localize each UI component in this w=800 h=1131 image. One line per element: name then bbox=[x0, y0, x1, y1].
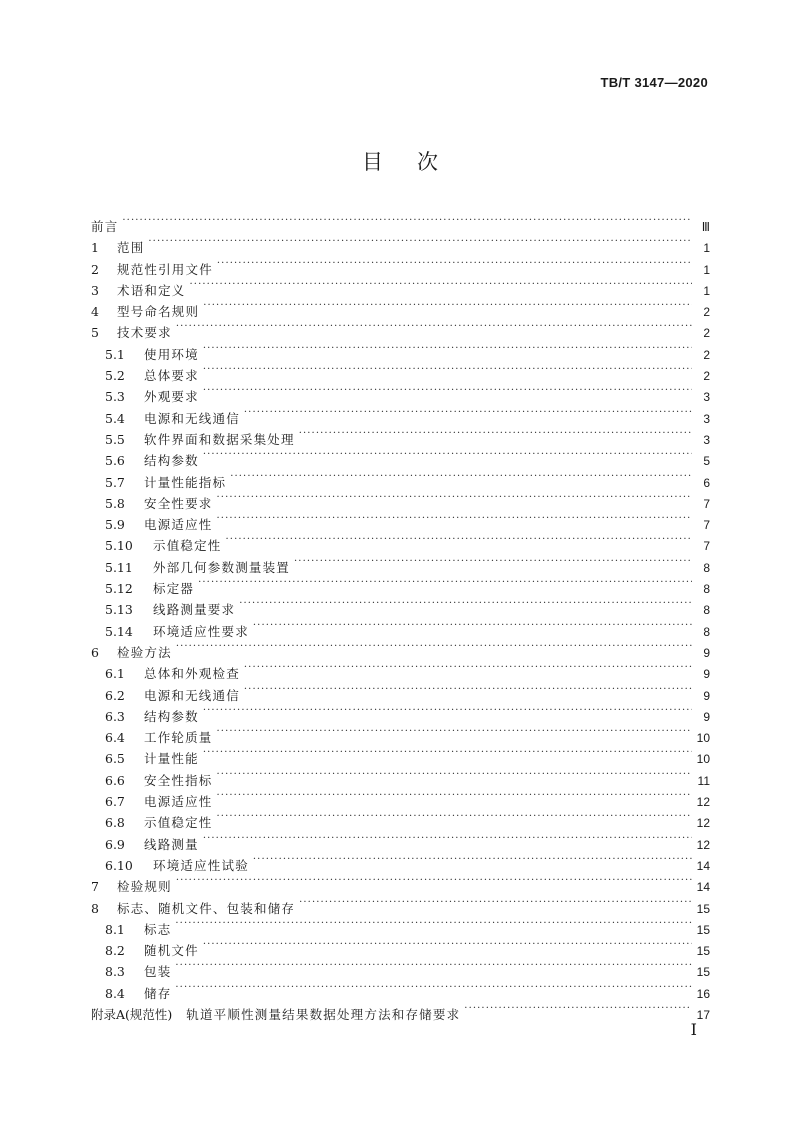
toc-entry-page: 12 bbox=[696, 837, 710, 852]
toc-entry-number: 5.6 bbox=[105, 453, 125, 469]
toc-entry-label: 结构参数 bbox=[144, 708, 199, 724]
toc-entry-label: 安全性要求 bbox=[144, 495, 213, 511]
toc-entry-number: 8.3 bbox=[105, 964, 125, 980]
toc-entry-page: 7 bbox=[703, 496, 710, 511]
toc-dot-leader bbox=[203, 700, 692, 721]
toc-entry-page: 14 bbox=[696, 858, 710, 873]
toc-dot-leader bbox=[299, 892, 692, 913]
toc-entry-page: 1 bbox=[703, 283, 710, 298]
toc-dot-leader bbox=[217, 508, 692, 529]
toc-entry-page: 15 bbox=[696, 944, 710, 959]
toc-entry-page: 15 bbox=[696, 965, 710, 980]
toc-entry-label: 储存 bbox=[144, 985, 172, 1001]
toc-entry[interactable] bbox=[91, 210, 710, 234]
toc-entry-number: 5.2 bbox=[105, 368, 125, 384]
toc-entry-label: 外观要求 bbox=[144, 389, 199, 405]
toc-dot-leader bbox=[176, 316, 692, 337]
toc-entry-label: 使用环境 bbox=[144, 346, 199, 362]
toc-entry-label: 环境适应性要求 bbox=[153, 623, 249, 639]
toc-entry-label: 技术要求 bbox=[117, 325, 172, 341]
toc-entry-page: 7 bbox=[703, 539, 710, 554]
toc-entry[interactable] bbox=[91, 657, 710, 682]
toc-dot-leader bbox=[244, 657, 692, 678]
toc-entry-label: 检验规则 bbox=[117, 879, 172, 895]
toc-dot-leader bbox=[176, 636, 692, 657]
toc-dot-leader bbox=[253, 849, 692, 870]
toc-entry-label: 示值稳定性 bbox=[153, 538, 222, 554]
toc-entry-label: 软件界面和数据采集处理 bbox=[144, 431, 295, 447]
toc-entry-number: 6.9 bbox=[105, 836, 125, 852]
toc-entry-page: 11 bbox=[697, 773, 710, 788]
toc-dot-leader bbox=[217, 806, 692, 827]
toc-dot-leader bbox=[253, 615, 692, 636]
toc-dot-leader bbox=[148, 231, 692, 252]
toc-entry-label: 标定器 bbox=[153, 581, 195, 597]
toc-entry-label: 包装 bbox=[144, 964, 172, 980]
toc-dot-leader bbox=[190, 274, 692, 295]
toc-dot-leader bbox=[175, 955, 692, 976]
toc-dot-leader bbox=[230, 466, 692, 487]
toc-entry-label: 线路测量 bbox=[144, 836, 199, 852]
toc-dot-leader bbox=[203, 742, 692, 763]
toc-entry-page: 6 bbox=[703, 475, 710, 490]
toc-entry-number: 6.6 bbox=[105, 772, 125, 788]
toc-entry[interactable] bbox=[91, 316, 710, 341]
toc-entry-page: 14 bbox=[696, 880, 710, 895]
toc-dot-leader bbox=[217, 785, 692, 806]
toc-entry-number: 5.14 bbox=[105, 623, 133, 639]
toc-entry-page: 10 bbox=[696, 731, 710, 746]
toc-entry-label: 安全性指标 bbox=[144, 772, 213, 788]
toc-dot-leader bbox=[203, 934, 692, 955]
toc-entry[interactable] bbox=[91, 998, 710, 1022]
toc-entry-label: 计量性能指标 bbox=[144, 474, 227, 490]
toc-entry-page: 2 bbox=[703, 326, 710, 341]
toc-entry-number: 5.12 bbox=[105, 581, 133, 597]
toc-entry-number: 6.2 bbox=[105, 687, 125, 703]
toc-dot-leader bbox=[203, 338, 692, 359]
page-title: 目次 bbox=[362, 150, 472, 174]
toc-dot-leader bbox=[464, 998, 692, 1019]
toc-entry[interactable] bbox=[91, 977, 710, 1001]
toc-dot-leader bbox=[203, 295, 692, 316]
toc-dot-leader bbox=[203, 828, 692, 849]
toc-entry-label: 电源和无线通信 bbox=[144, 410, 240, 426]
toc-entry-label: 轨道平顺性测量结果数据处理方法和存储要求 bbox=[186, 1006, 461, 1022]
toc-entry-page: 2 bbox=[703, 369, 710, 384]
toc-entry-number: 8 bbox=[91, 900, 99, 916]
toc-entry-page: 12 bbox=[696, 795, 710, 810]
toc-dot-leader bbox=[239, 593, 692, 614]
toc-entry-number: 6 bbox=[91, 644, 99, 660]
toc-entry-number: 8.1 bbox=[105, 921, 125, 937]
toc-entry[interactable] bbox=[91, 231, 710, 256]
toc-entry-number: 5.7 bbox=[105, 474, 125, 490]
toc-entry-number: 6.10 bbox=[105, 857, 133, 873]
toc-dot-leader bbox=[294, 551, 692, 572]
toc-entry-label: 线路测量要求 bbox=[153, 602, 236, 618]
toc-dot-leader bbox=[203, 444, 692, 465]
toc-entry-number: 7 bbox=[91, 879, 99, 895]
toc-entry[interactable] bbox=[91, 892, 710, 916]
toc-entry-number: 6.3 bbox=[105, 708, 125, 724]
toc-dot-leader bbox=[175, 913, 692, 934]
toc-dot-leader bbox=[244, 402, 692, 423]
toc-entry-label: 检验方法 bbox=[117, 644, 172, 660]
toc-entry-label: 范围 bbox=[117, 240, 145, 256]
toc-dot-leader bbox=[244, 679, 692, 700]
toc-dot-leader bbox=[122, 210, 692, 231]
toc-entry-number: 1 bbox=[91, 240, 99, 256]
toc-entry-page: 3 bbox=[703, 432, 710, 447]
toc-entry-label: 工作轮质量 bbox=[144, 730, 213, 746]
page-number: I bbox=[690, 1020, 697, 1039]
toc-entry-number: 6.4 bbox=[105, 730, 125, 746]
toc-entry-page: 12 bbox=[696, 816, 710, 831]
toc-entry-page: 3 bbox=[703, 390, 710, 405]
toc-entry-label: 计量性能 bbox=[144, 751, 199, 767]
toc-entry-page: Ⅲ bbox=[701, 220, 710, 234]
toc-entry-page: 15 bbox=[696, 922, 710, 937]
toc-entry-number: 6.7 bbox=[105, 794, 125, 810]
toc-entry-label: 随机文件 bbox=[144, 943, 199, 959]
toc-entry-label: 示值稳定性 bbox=[144, 815, 213, 831]
toc-entry-page: 9 bbox=[703, 645, 710, 660]
toc-entry[interactable] bbox=[91, 253, 710, 277]
toc-entry-page: 1 bbox=[703, 241, 710, 256]
toc-entry[interactable] bbox=[91, 636, 710, 660]
toc-entry-label: 标志、随机文件、包装和储存 bbox=[117, 900, 296, 916]
toc-entry[interactable] bbox=[91, 338, 710, 362]
toc-entry-page: 2 bbox=[703, 305, 710, 320]
toc-dot-leader bbox=[226, 529, 692, 550]
toc-entry-page: 10 bbox=[696, 752, 710, 767]
toc-entry-number: 5.5 bbox=[105, 431, 125, 447]
toc-entry-number: 3 bbox=[91, 282, 99, 298]
toc-entry[interactable] bbox=[91, 934, 710, 959]
toc-entry[interactable] bbox=[91, 913, 710, 937]
toc-entry-page: 9 bbox=[703, 709, 710, 724]
toc-entry-label: 规范性引用文件 bbox=[117, 261, 213, 277]
toc-entry[interactable] bbox=[91, 955, 710, 980]
toc-entry-number: 6.5 bbox=[105, 751, 125, 767]
toc-entry-label: 总体和外观检查 bbox=[144, 666, 240, 682]
toc-entry-number: 5.3 bbox=[105, 389, 125, 405]
toc-dot-leader bbox=[203, 359, 692, 380]
toc-entry-page: 8 bbox=[703, 603, 710, 618]
toc-entry-page: 9 bbox=[703, 688, 710, 703]
toc-dot-leader bbox=[217, 764, 692, 785]
toc-entry-number: 6.8 bbox=[105, 815, 125, 831]
toc-entry-page: 17 bbox=[696, 1007, 710, 1022]
toc-entry-label: 术语和定义 bbox=[117, 282, 186, 298]
toc-entry-page: 9 bbox=[703, 667, 710, 682]
toc-dot-leader bbox=[203, 380, 692, 401]
toc-entry-label: 电源适应性 bbox=[144, 794, 213, 810]
toc-entry-page: 3 bbox=[703, 411, 710, 426]
toc-entry-label: 外部几何参数测量装置 bbox=[153, 559, 291, 575]
standard-code: TB/T 3147—2020 bbox=[600, 75, 708, 90]
toc-entry-label: 标志 bbox=[144, 921, 172, 937]
toc-entry-label: 结构参数 bbox=[144, 453, 199, 469]
toc-dot-leader bbox=[217, 721, 692, 742]
toc-entry-number: 5.10 bbox=[105, 538, 133, 554]
toc-dot-leader bbox=[217, 253, 692, 274]
toc-dot-leader bbox=[198, 572, 692, 593]
toc-entry-page: 8 bbox=[703, 624, 710, 639]
toc-entry-number: 5.11 bbox=[105, 559, 133, 575]
toc-entry-number: 6.1 bbox=[105, 666, 125, 682]
toc-entry-page: 8 bbox=[703, 560, 710, 575]
toc-entry-number: 8.2 bbox=[105, 943, 125, 959]
toc-dot-leader bbox=[217, 487, 692, 508]
toc-entry-number: 附录A(规范性) bbox=[91, 1006, 173, 1022]
toc-entry-label: 电源适应性 bbox=[144, 517, 213, 533]
toc-entry-page: 16 bbox=[696, 986, 710, 1001]
toc-entry-label: 型号命名规则 bbox=[117, 304, 200, 320]
toc-dot-leader bbox=[176, 870, 692, 891]
toc-entry[interactable] bbox=[91, 870, 710, 895]
toc-entry-number: 5 bbox=[91, 325, 99, 341]
toc-entry-page: 8 bbox=[703, 582, 710, 597]
toc-entry-page: 1 bbox=[703, 262, 710, 277]
toc-entry-number: 2 bbox=[91, 261, 99, 277]
toc-entry-page: 15 bbox=[696, 901, 710, 916]
toc-entry-number: 5.8 bbox=[105, 495, 125, 511]
toc-entry-page: 2 bbox=[703, 347, 710, 362]
toc-entry-label: 总体要求 bbox=[144, 368, 199, 384]
toc-entry-number: 5.13 bbox=[105, 602, 133, 618]
toc-entry-number: 8.4 bbox=[105, 985, 125, 1001]
toc-entry-number: 4 bbox=[91, 304, 99, 320]
toc-entry-number: 5.9 bbox=[105, 517, 125, 533]
toc-entry-label: 环境适应性试验 bbox=[153, 857, 249, 873]
toc-entry-number: 5.4 bbox=[105, 410, 125, 426]
toc-dot-leader bbox=[299, 423, 692, 444]
toc-dot-leader bbox=[175, 977, 692, 998]
toc-entry-label: 前言 bbox=[91, 219, 119, 234]
toc-entry-number: 5.1 bbox=[105, 346, 125, 362]
toc-entry-page: 7 bbox=[703, 518, 710, 533]
toc-entry-label: 电源和无线通信 bbox=[144, 687, 240, 703]
toc-entry-page: 5 bbox=[703, 454, 710, 469]
table-of-contents bbox=[91, 210, 710, 1022]
